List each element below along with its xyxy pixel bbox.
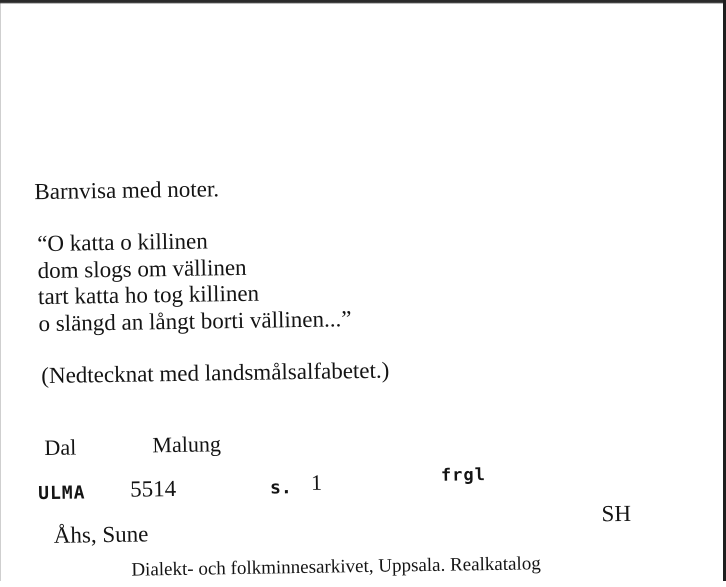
page-label: s. xyxy=(269,477,292,499)
collector-name: Åhs, Sune xyxy=(53,521,149,548)
card-title: Barnvisa med noter. xyxy=(34,176,220,205)
cataloger-initials: SH xyxy=(601,500,632,527)
verse-block xyxy=(37,226,352,337)
category-code: frgl xyxy=(440,465,487,486)
verse-line: “O katta o killinen xyxy=(37,228,208,257)
archive-code: ULMA xyxy=(37,482,86,505)
verse-line: dom slogs om vällinen xyxy=(37,254,247,283)
archive-footer: Dialekt- och folkminnesarkivet, Uppsala. Realkatalog xyxy=(131,553,541,581)
archive-number: 5514 xyxy=(129,475,177,502)
transcription-note: (Nedtecknat med landsmålsalfabetet.) xyxy=(41,357,390,389)
province: Dal xyxy=(44,434,77,461)
page-number: 1 xyxy=(310,469,323,495)
verse-line: tart katta ho tog killinen xyxy=(37,280,260,310)
verse-line: o slängd an långt borti vällinen...” xyxy=(38,305,352,336)
parish: Malung xyxy=(152,431,222,458)
